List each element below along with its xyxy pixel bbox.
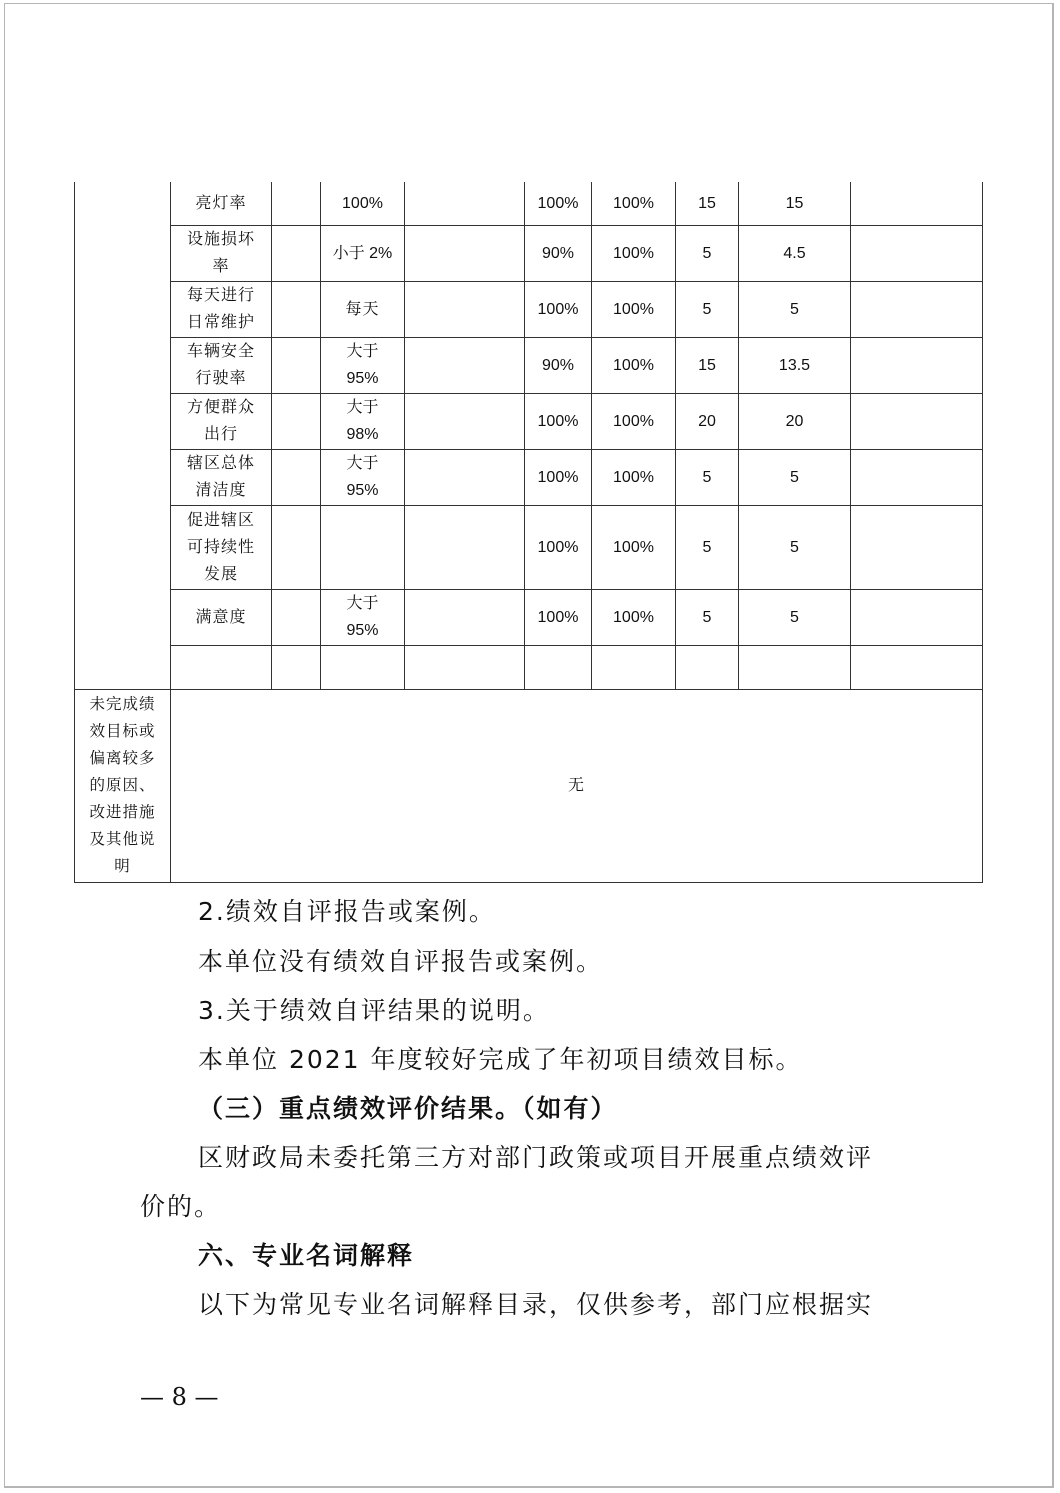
- indicator-cell: 方便群众出行: [171, 393, 272, 449]
- table-row-empty: [75, 645, 983, 689]
- blank-cell: [851, 337, 983, 393]
- blank-cell: [851, 589, 983, 645]
- blank-cell: [851, 645, 983, 689]
- score-max-cell: 5: [676, 449, 739, 505]
- indicator-cell: 满意度: [171, 589, 272, 645]
- actual-cell: 100%: [592, 225, 676, 281]
- weight-cell: 90%: [525, 337, 592, 393]
- score-cell: 5: [739, 505, 851, 589]
- score-cell: 15: [739, 182, 851, 225]
- notes-value-cell: 无: [171, 689, 983, 882]
- actual-cell: 100%: [592, 393, 676, 449]
- blank-cell: [676, 645, 739, 689]
- blank-cell: [171, 645, 272, 689]
- blank-cell: [851, 281, 983, 337]
- blank-cell: [851, 505, 983, 589]
- target-cell: 100%: [321, 182, 405, 225]
- table-row: [75, 337, 983, 393]
- table-row: [75, 449, 983, 505]
- blank-cell: [272, 281, 321, 337]
- score-max-cell: 5: [676, 589, 739, 645]
- blank-cell: [272, 505, 321, 589]
- paragraph-key-evaluation-line2: 价的。: [140, 1192, 222, 1221]
- table-row: [75, 589, 983, 645]
- table-row: [75, 281, 983, 337]
- actual-cell: 100%: [592, 505, 676, 589]
- blank-cell: [321, 645, 405, 689]
- indicator-cell: 车辆安全行驶率: [171, 337, 272, 393]
- score-cell: 13.5: [739, 337, 851, 393]
- notes-row: [75, 689, 983, 882]
- blank-cell: [272, 589, 321, 645]
- paragraph-self-evaluation-report-heading: 2.绩效自评报告或案例。: [198, 897, 496, 926]
- blank-cell: [851, 225, 983, 281]
- blank-cell: [272, 393, 321, 449]
- target-cell: 大于95%: [321, 337, 405, 393]
- blank-cell: [272, 645, 321, 689]
- actual-cell: 100%: [592, 337, 676, 393]
- score-max-cell: 5: [676, 505, 739, 589]
- category-cell: [75, 182, 171, 689]
- score-cell: 5: [739, 589, 851, 645]
- paragraph-results-explanation-heading: 3.关于绩效自评结果的说明。: [198, 996, 550, 1025]
- blank-cell: [405, 182, 525, 225]
- blank-cell: [405, 645, 525, 689]
- blank-cell: [272, 225, 321, 281]
- blank-cell: [851, 393, 983, 449]
- weight-cell: 100%: [525, 589, 592, 645]
- score-max-cell: 5: [676, 225, 739, 281]
- paragraph-results-explanation-text: 本单位 2021 年度较好完成了年初项目绩效目标。: [198, 1045, 803, 1074]
- actual-cell: 100%: [592, 281, 676, 337]
- target-cell: 每天: [321, 281, 405, 337]
- blank-cell: [405, 449, 525, 505]
- score-cell: 20: [739, 393, 851, 449]
- blank-cell: [405, 225, 525, 281]
- indicator-cell: 设施损坏率: [171, 225, 272, 281]
- blank-cell: [405, 505, 525, 589]
- page-number: — 8 —: [140, 1383, 219, 1411]
- performance-table: [74, 182, 983, 883]
- paragraph-key-evaluation-line1: 区财政局未委托第三方对部门政策或项目开展重点绩效评: [198, 1143, 874, 1172]
- blank-cell: [405, 393, 525, 449]
- blank-cell: [525, 645, 592, 689]
- score-max-cell: 20: [676, 393, 739, 449]
- actual-cell: 100%: [592, 449, 676, 505]
- section-heading-glossary: 六、专业名词解释: [198, 1241, 415, 1270]
- table-row: [75, 182, 983, 225]
- blank-cell: [272, 337, 321, 393]
- blank-cell: [851, 182, 983, 225]
- weight-cell: 90%: [525, 225, 592, 281]
- indicator-cell: 亮灯率: [171, 182, 272, 225]
- weight-cell: 100%: [525, 505, 592, 589]
- target-cell: 大于95%: [321, 589, 405, 645]
- indicator-cell: 促进辖区可持续性发展: [171, 505, 272, 589]
- weight-cell: 100%: [525, 449, 592, 505]
- weight-cell: 100%: [525, 393, 592, 449]
- blank-cell: [405, 589, 525, 645]
- score-max-cell: 5: [676, 281, 739, 337]
- indicator-cell: 辖区总体清洁度: [171, 449, 272, 505]
- score-max-cell: 15: [676, 337, 739, 393]
- actual-cell: 100%: [592, 589, 676, 645]
- paragraph-glossary-intro: 以下为常见专业名词解释目录，仅供参考，部门应根据实: [198, 1290, 874, 1319]
- table-row: [75, 505, 983, 589]
- target-cell: 小于 2%: [321, 225, 405, 281]
- blank-cell: [851, 449, 983, 505]
- target-cell: [321, 505, 405, 589]
- notes-label-cell: 未完成绩效目标或偏离较多的原因、改进措施及其他说明: [75, 689, 171, 882]
- table-row: [75, 393, 983, 449]
- target-cell: 大于95%: [321, 449, 405, 505]
- score-cell: 5: [739, 281, 851, 337]
- blank-cell: [405, 281, 525, 337]
- score-cell: 5: [739, 449, 851, 505]
- paragraph-self-evaluation-report-text: 本单位没有绩效自评报告或案例。: [198, 947, 604, 976]
- table-row: [75, 225, 983, 281]
- section-heading-key-evaluation: （三）重点绩效评价结果。（如有）: [198, 1094, 618, 1123]
- blank-cell: [592, 645, 676, 689]
- score-max-cell: 15: [676, 182, 739, 225]
- blank-cell: [405, 337, 525, 393]
- blank-cell: [739, 645, 851, 689]
- indicator-cell: 每天进行日常维护: [171, 281, 272, 337]
- target-cell: 大于98%: [321, 393, 405, 449]
- weight-cell: 100%: [525, 281, 592, 337]
- actual-cell: 100%: [592, 182, 676, 225]
- blank-cell: [272, 449, 321, 505]
- score-cell: 4.5: [739, 225, 851, 281]
- weight-cell: 100%: [525, 182, 592, 225]
- blank-cell: [272, 182, 321, 225]
